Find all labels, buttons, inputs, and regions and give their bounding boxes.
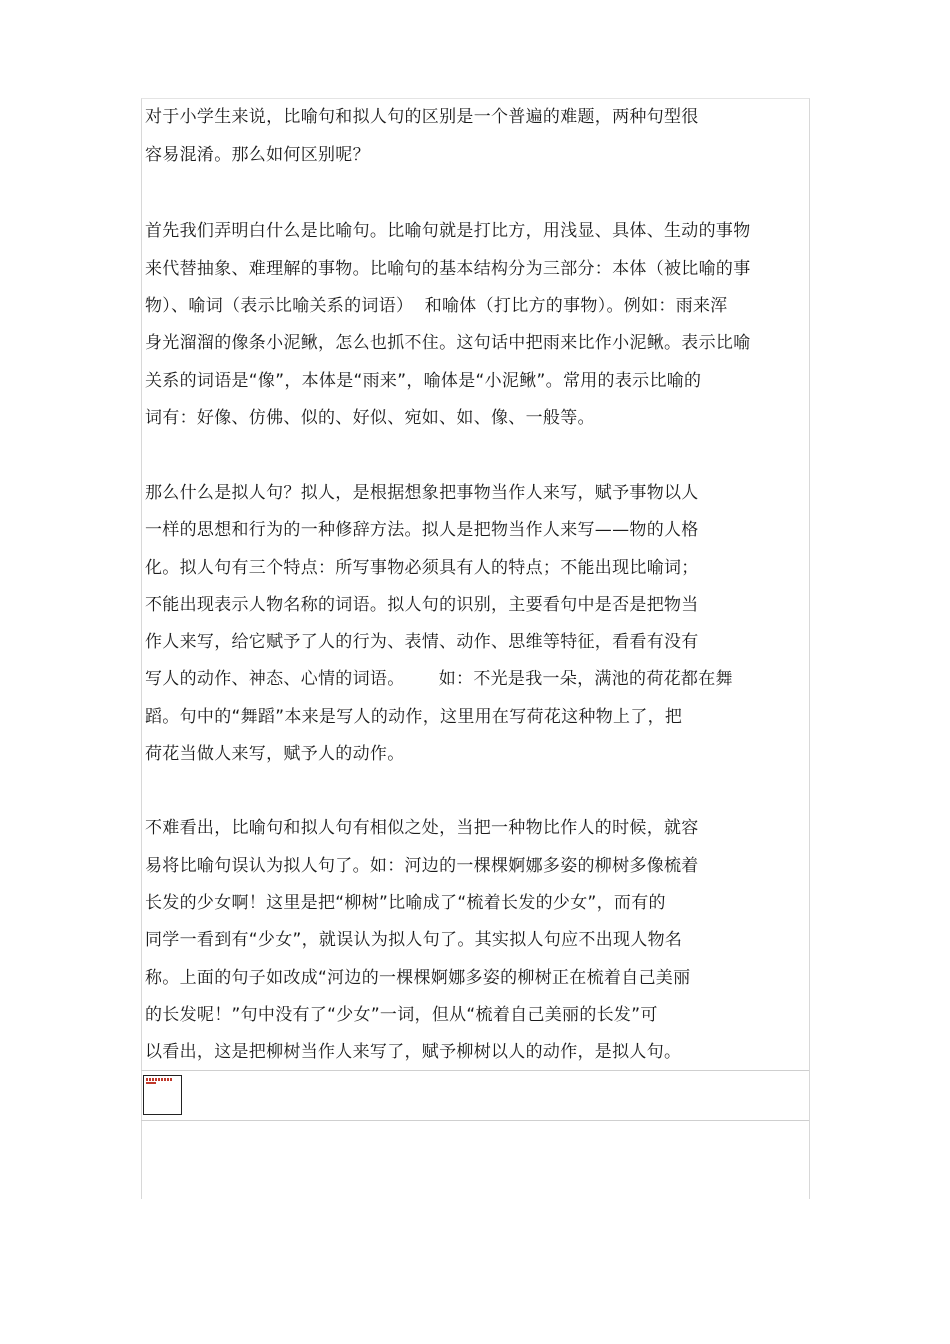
intro-line-1: 对于小学生来说，比喻句和拟人句的区别是一个普遍的难题，两种句型很: [145, 107, 699, 127]
personification-line-5: 作人来写，给它赋予了人的行为、表情、动作、思维等特征，看看有没有: [145, 632, 699, 652]
simile-line-3: 物）、喻词（表示比喻关系的词语） 和喻体（打比方的事物）。例如：雨来浑: [145, 296, 728, 316]
personification-line-7: 蹈。句中的“舞蹈”本来是写人的动作，这里用在写荷花这种物上了，把: [145, 707, 683, 727]
thumbnail-mark-small: [146, 1082, 156, 1084]
comparison-line-3: 长发的少女啊！这里是把“柳树”比喻成了“梳着长发的少女”，而有的: [145, 893, 666, 913]
comparison-line-1: 不难看出，比喻句和拟人句有相似之处，当把一种物比作人的时候，就容: [145, 818, 699, 838]
comparison-line-4: 同学一看到有“少女”，就误认为拟人句了。其实拟人句应不出现人物名: [145, 930, 683, 950]
simile-line-5: 关系的词语是“像”，本体是“雨来”，喻体是“小泥鳅”。常用的表示比喻的: [145, 371, 702, 391]
simile-line-6: 词有：好像、仿佛、似的、好似、宛如、如、像、一般等。: [145, 408, 595, 428]
simile-line-1: 首先我们弄明白什么是比喻句。比喻句就是打比方，用浅显、具体、生动的事物: [145, 221, 751, 241]
personification-line-2: 一样的思想和行为的一种修辞方法。拟人是把物当作人来写——物的人格: [145, 520, 699, 540]
comparison-line-7: 以看出，这是把柳树当作人来写了，赋予柳树以人的动作，是拟人句。: [145, 1042, 682, 1062]
comparison-line-5: 称。上面的句子如改成“河边的一棵棵婀娜多姿的柳树正在梳着自己美丽: [145, 968, 691, 988]
comparison-line-6: 的长发呢！”句中没有了“少女”一词，但从“梳着自己美丽的长发”可: [145, 1005, 658, 1025]
thumbnail-mark: [146, 1078, 172, 1081]
personification-line-6: 写人的动作、神态、心情的词语。 如：不光是我一朵，满池的荷花都在舞: [145, 669, 733, 689]
simile-line-4: 身光溜溜的像条小泥鳅，怎么也抓不住。这句话中把雨来比作小泥鳅。表示比喻: [145, 333, 751, 353]
divider-bottom: [141, 1120, 809, 1121]
personification-line-1: 那么什么是拟人句？拟人，是根据想象把事物当作人来写，赋予事物以人: [145, 483, 699, 503]
personification-line-8: 荷花当做人来写，赋予人的动作。: [145, 744, 405, 764]
embedded-image-thumbnail[interactable]: [143, 1075, 182, 1115]
personification-line-4: 不能出现表示人物名称的词语。拟人句的识别，主要看句中是否是把物当: [145, 595, 699, 615]
simile-line-2: 来代替抽象、难理解的事物。比喻句的基本结构分为三部分：本体（被比喻的事: [145, 259, 751, 279]
personification-line-3: 化。拟人句有三个特点：所写事物必须具有人的特点；不能出现比喻词；: [145, 558, 699, 578]
divider-top: [141, 1070, 809, 1071]
comparison-line-2: 易将比喻句误认为拟人句了。如：河边的一棵棵婀娜多姿的柳树多像梳着: [145, 856, 699, 876]
intro-line-2: 容易混淆。那么如何区别呢？: [145, 145, 370, 165]
